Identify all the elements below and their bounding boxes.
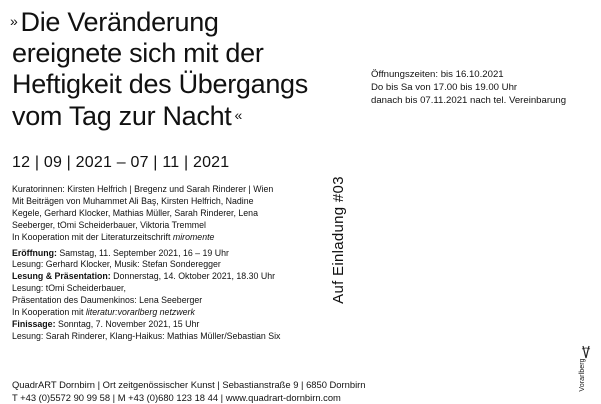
contributors-line-2: Kegele, Gerhard Klocker, Mathias Müller, Sarah Rinderer, Lena — [12, 207, 258, 218]
reading-cooperation: In Kooperation mit literatur:vorarlberg netzwerk — [12, 307, 195, 318]
exhibition-dates: 12 | 09 | 2021 – 07 | 11 | 2021 — [12, 154, 230, 171]
magazine-name: miromente — [172, 231, 215, 242]
contributors-line-1: Mit Beiträgen von Muhammet Ali Baş, Kirsten Helfrich, Nadine — [12, 195, 254, 206]
title-line-4: vom Tag zur Nacht « — [12, 101, 242, 131]
finissage-reading: Lesung: Sarah Rinderer, Klang-Haikus: Mathias Müller/Sebastian Six — [12, 330, 281, 341]
invitation-label: Auf Einladung #03 — [330, 176, 347, 304]
exhibition-details — [12, 184, 312, 343]
reading-label: Lesung & Präsentation: — [12, 271, 111, 282]
exhibition-title — [12, 6, 352, 132]
curators-line: Kuratorinnen: Kirsten Helfrich | Bregenz und Sarah Rinderer | Wien — [12, 184, 274, 194]
venue-contact: T +43 (0)5572 90 99 58 | M +43 (0)680 123 18 44 | www.quadrart-dornbirn.com — [12, 391, 341, 403]
hours-line-1: Öffnungszeiten: bis 16.10.2021 — [371, 69, 504, 80]
close-quote: « — [234, 107, 242, 123]
finissage-label: Finissage: — [12, 318, 56, 329]
title-line-2: ereignete sich mit der — [12, 38, 264, 68]
opening-line: Eröffnung: Samstag, 11. September 2021, 16 – 19 Uhr — [12, 247, 229, 258]
venue-footer — [12, 379, 432, 404]
contributors-line-3: Seeberger, tOmi Scheiderbauer, Viktoria Tremmel — [12, 219, 206, 230]
cooperation-line: In Kooperation mit der Literaturzeitschrift miromente — [12, 231, 215, 242]
vorarlberg-logo — [574, 345, 596, 401]
opening-reading: Lesung: Gerhard Klocker, Musik: Stefan Sonderegger — [12, 259, 221, 270]
reading-line-2: Lesung: tOmi Scheiderbauer, — [12, 283, 126, 294]
logo-wordmark: Vorarlberg — [579, 358, 586, 392]
invitation-label-wrap — [330, 160, 354, 320]
network-name: literatur:vorarlberg netzwerk — [85, 307, 195, 318]
finissage-line: Finissage: Sonntag, 7. November 2021, 15 Uhr — [12, 318, 200, 329]
reading-line: Lesung & Präsentation: Donnerstag, 14. Oktober 2021, 18.30 Uhr — [12, 271, 276, 282]
title-line-3: Heftigkeit des Übergangs — [12, 69, 308, 99]
reading-line-3: Präsentation des Daumenkinos: Lena Seeberger — [12, 295, 203, 306]
open-quote: » — [10, 13, 18, 29]
venue-address: QuadrART Dornbirn | Ort zeitgenössischer Kunst | Sebastianstraße 9 | 6850 Dornbirn — [12, 379, 366, 390]
title-line-1: » Die Veränderung — [10, 7, 219, 37]
opening-label: Eröffnung: — [12, 247, 57, 258]
opening-hours — [371, 68, 596, 107]
hours-line-3: danach bis 07.11.2021 nach tel. Vereinbarung — [371, 95, 567, 106]
hours-line-2: Do bis Sa von 17.00 bis 19.00 Uhr — [371, 82, 518, 93]
